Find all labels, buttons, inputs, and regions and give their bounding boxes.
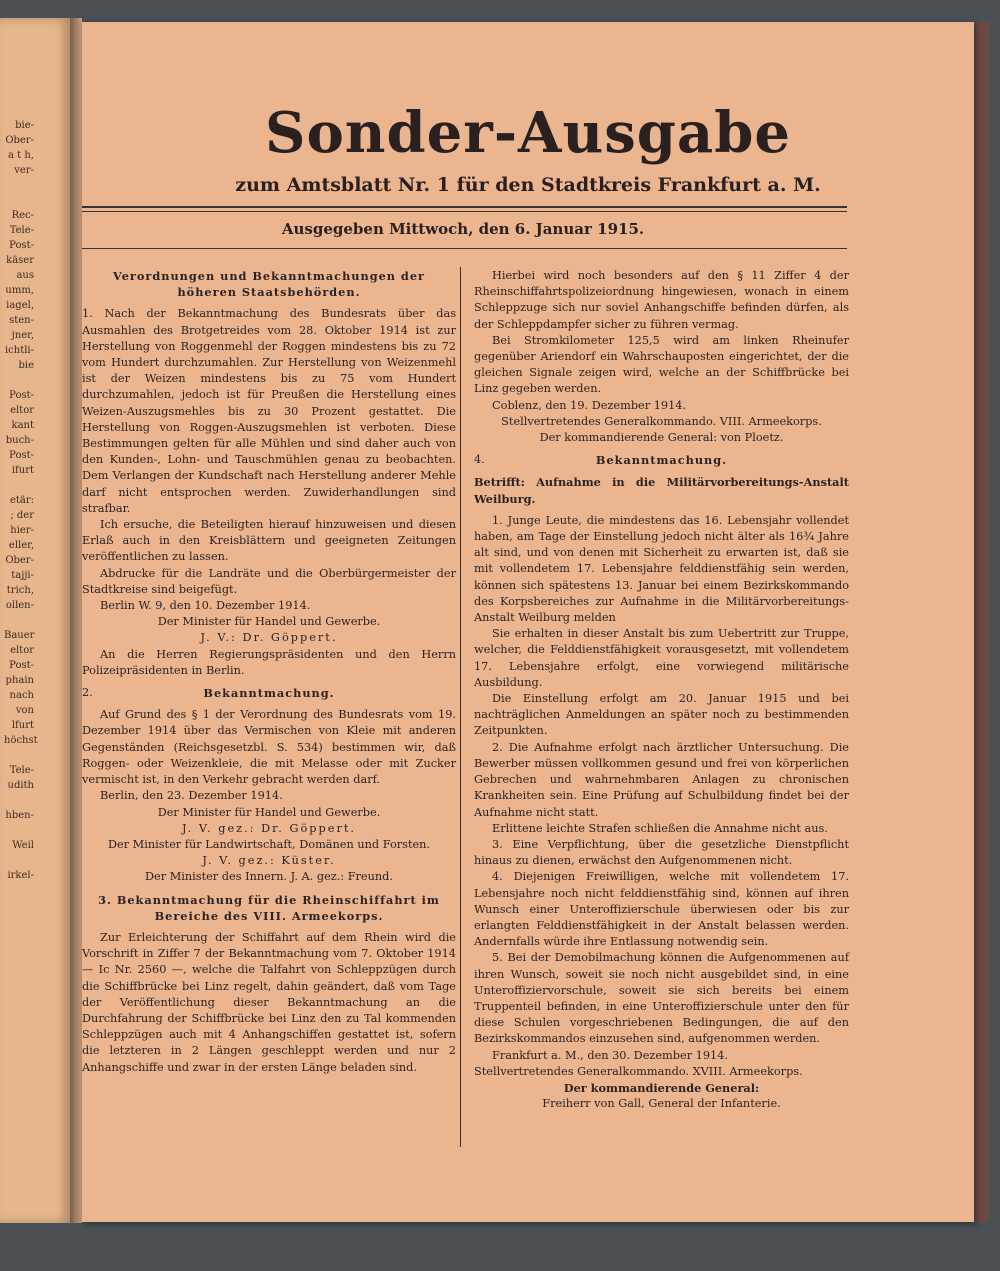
signature: J. V.: Dr. Göppert. — [200, 631, 338, 645]
paragraph: 2. Die Aufnahme erfolgt nach ärztlicher Untersuchung. Die Bewerber müssen vollkommen gesund und frei von körperlichen Gebrechen und wahrnehmbaren Anlagen zu chronischen Krankheiten sein. Eine Prüfung auf Schulbildung findet bei der Aufnahme nicht statt. — [474, 740, 849, 819]
paragraph: Bei Stromkilometer 125,5 wird am linken Rheinufer gegenüber Ariendorf ein Wahrschauposten eingerichtet, der die gleichen Signale zeigen wird, welche an der Schiffbrücke bei Linz gegeben werden. — [474, 333, 849, 396]
column-divider — [460, 267, 461, 1147]
margin-fragment: eller, — [8, 540, 34, 551]
paragraph: Erlittene leichte Strafen schließen die Annahme nicht aus. — [492, 821, 828, 835]
section-number-text: 4. — [474, 453, 485, 467]
margin-fragment: ollen- — [5, 600, 34, 611]
margin-fragment: eltor — [10, 645, 34, 656]
paragraph: 3. Eine Verpflichtung, über die gesetzliche Dienstpflicht hinaus zu dienen, erwächst den Aufgenommenen nicht. — [474, 837, 849, 868]
margin-fragment: Ober- — [5, 135, 34, 146]
margin-fragment: lfurt — [11, 720, 34, 731]
subject-line: Betrifft: Aufnahme in die Militärvorbereitungs-Anstalt Weilburg. — [474, 475, 849, 506]
margin-fragment: hier- — [10, 525, 34, 536]
margin-fragment: iagel, — [6, 300, 34, 311]
signature: J. V. gez.: Küster. — [202, 854, 336, 868]
section-heading: Bekanntmachung. — [595, 453, 728, 468]
masthead-rule — [82, 206, 847, 212]
section-number — [82, 685, 456, 701]
margin-fragment — [4, 853, 34, 868]
margin-fragment: bie- — [15, 120, 34, 131]
margin-fragment: ifurt — [11, 465, 34, 476]
margin-fragment: Bauer — [4, 630, 35, 641]
margin-fragment: buch- — [5, 435, 34, 446]
margin-fragment: käser — [6, 255, 34, 266]
paragraph: Zur Erleichterung der Schiffahrt auf dem Rhein wird die Vorschrift in Ziffer 7 der Bekanntmachung vom 7. Oktober 1914 — Ic Nr. 2560 —, welche die Talfahrt von Schleppzügen durch die Schiffbrücke bei Linz regelt, dahin geändert, daß vom Tage der Veröffentlichung dieser Bekanntmachung an die Durchfahrung der Schiffbrücke bei Linz den zu Tal kommenden Schleppzügen auch mit 4 Anhangschiffen gestattet ist, sofern die letzteren in 2 Längen geschleppt werden und nur 2 Anhangschiffe und zwar in der ersten Länge beladen sind. — [82, 930, 456, 1074]
section-heading: 3. Bekanntmachung für die Rheinschiffahrt im Bereiche des VIII. Armeekorps. — [98, 892, 440, 923]
signature: Der Minister für Handel und Gewerbe. — [157, 805, 381, 819]
paragraph: Sie erhalten in dieser Anstalt bis zum Uebertritt zur Truppe, welcher, die Felddienstfähigkeit vorausgesetzt, mit vollendetem 17. Lebensjahre erfolgt, eine vorwiegend militärische Ausbildung. — [474, 627, 849, 689]
masthead-subtitle: zum Amtsblatt Nr. 1 für den Stadtkreis Frankfurt a. M. — [235, 174, 821, 196]
margin-fragment: aus — [16, 270, 34, 281]
signature: Der Minister für Landwirtschaft, Domänen und Forsten. — [107, 837, 431, 851]
margin-fragment: Post- — [9, 240, 34, 251]
margin-fragment: Weil — [12, 840, 34, 851]
paragraph: 4. Diejenigen Freiwilligen, welche mit vollendetem 17. Lebensjahre noch nicht felddienstfähig sind, können auf ihren Wunsch einer Unteroffizierschule überwiesen oder bis zur erlangten Felddienstfähigkeit in der Anstalt belassen werden. Andernfalls würde ihre Entlassung notwendig sein. — [474, 870, 849, 949]
section-heading: Verordnungen und Bekanntmachungen der höheren Staatsbehörden. — [113, 269, 425, 300]
place-date: Coblenz, den 19. Dezember 1914. — [492, 398, 687, 412]
paragraph: Abdrucke für die Landräte und die Oberbürgermeister der Stadtkreise sind beigefügt. — [82, 566, 456, 596]
place-date: Frankfurt a. M., den 30. Dezember 1914. — [492, 1048, 729, 1062]
paragraph: Ich ersuche, die Beteiligten hierauf hinzuweisen und diesen Erlaß auch in den Kreisblättern und geeigneten Zeitungen veröffentlichen zu lassen. — [82, 518, 456, 564]
margin-fragment: eltor — [10, 405, 34, 416]
place-date: Berlin W. 9, den 10. Dezember 1914. — [100, 599, 311, 613]
issue-date: Ausgegeben Mittwoch, den 6. Januar 1915. — [281, 220, 645, 238]
margin-fragment — [4, 373, 34, 388]
paragraph: Hierbei wird noch besonders auf den § 11 Ziffer 4 der Rheinschiffahrtspolizeiordnung hingewiesen, wonach in einem Schleppzuge sich nur soviel Anhangschiffe befinden dürfen, als der Schleppdampfer sicher zu führen vermag. — [474, 269, 849, 331]
margin-fragment: ver- — [14, 165, 34, 176]
signature: Der Minister für Handel und Gewerbe. — [157, 615, 381, 629]
facing-page-edge — [0, 18, 73, 1223]
paragraph: Die Einstellung erfolgt am 20. Januar 1915 und bei nachträglichen Anmeldungen an später noch zu bestimmenden Zeitpunkten. — [474, 692, 849, 738]
paragraph: Auf Grund des § 1 der Verordnung des Bundesrats vom 19. Dezember 1914 über das Vermischen von Kleie mit anderen Gegenständen (Reichsgesetzbl. S. 534) bestimmen wir, daß Roggen- oder Weizenkleie, die mit Melasse oder mit Zucker vermischt ist, in den Verkehr gebracht werden darf. — [82, 708, 456, 787]
margin-fragment: hben- — [5, 810, 34, 821]
section-heading: Bekanntmachung. — [203, 686, 335, 701]
signature: Freiherr von Gall, General der Infanterie. — [542, 1097, 781, 1111]
left-column — [82, 268, 456, 1076]
right-column — [474, 268, 849, 1112]
paragraph: 1. Nach der Bekanntmachung des Bundesrats über das Ausmahlen des Brotgetreides vom 28. Oktober 1914 ist zur Herstellung von Roggenmehl der Roggen mindestens bis zu 72 vom Hundert durchzumahlen. Zur Herstellung von Weizenmehl ist der Weizen mindestens bis zu 75 vom Hundert durchzumahlen, jedoch ist für Preußen die Herstellung eines Weizen-Auszugsmehles bis zu 30 Prozent gestattet. Die Herstellung von Roggen-Auszugsmehlen ist verboten. Diese Bestimmungen gelten für alle Mühlen und sind daher auch von den Kunden-, Lohn- und Tauschmühlen genau zu beobachten. Dem Verlangen der Kundschaft nach Herstellung anderer Mehle darf nicht entsprochen werden. Zuwiderhandlungen sind strafbar. — [82, 307, 456, 515]
margin-fragment: jner, — [11, 330, 34, 341]
margin-fragment — [4, 193, 34, 208]
margin-fragment — [4, 178, 34, 193]
paragraph: 1. Junge Leute, die mindestens das 16. Lebensjahr vollendet haben, am Tage der Einstellung jedoch nicht älter als 16¾ Jahre alt sind, und von denen mit Sicherheit zu erwarten ist, daß sie mit vollendetem 17. Lebensjahre felddienstfähig sein werden, können sich spätestens 13. Januar bei einem Bezirkskommando des Korpsbereiches zur Aufnahme in die Militärvorbereitungs-Anstalt Weilburg melden — [474, 513, 849, 625]
margin-fragment: kant — [11, 420, 34, 431]
margin-fragment: höchst — [4, 735, 38, 746]
paragraph: 5. Bei der Demobilmachung können die Aufgenommenen auf ihren Wunsch, soweit sie noch nicht ausgebildet sind, in eine Unteroffiziervorschule, soweit sie sich bereits bei einem Truppenteil befinden, in eine Unteroffizierschule unter den für diese Schulen vorgeschriebenen Bedingungen, die auf den Bezirkskommandos einzusehen sind, aufgenommen werden. — [474, 951, 849, 1046]
section-number — [474, 452, 849, 468]
margin-fragment: ichtli- — [4, 345, 34, 356]
margin-fragment: phain — [5, 675, 34, 686]
margin-fragment — [4, 823, 34, 838]
margin-fragment: sten- — [9, 315, 34, 326]
margin-fragment: udith — [7, 780, 34, 791]
margin-fragment: Rec- — [11, 210, 34, 221]
margin-fragment: bie — [18, 360, 34, 371]
masthead-title: Sonder-Ausgabe — [265, 100, 791, 166]
margin-fragment: ; der — [10, 510, 34, 521]
margin-fragment: Ober- — [5, 555, 34, 566]
margin-fragment — [4, 613, 34, 628]
signature: J. V. gez.: Dr. Göppert. — [182, 821, 356, 835]
margin-fragment: etär: — [9, 495, 34, 506]
facing-page-text-fragments — [4, 118, 38, 883]
signature: Der kommandierende General: von Ploetz. — [539, 431, 784, 445]
signature: Stellvertretendes Generalkommando. VIII. Armeekorps. — [501, 414, 822, 428]
margin-fragment: Post- — [9, 660, 34, 671]
margin-fragment: von — [15, 705, 34, 716]
signature: Der Minister des Innern. J. A. gez.: Freund. — [144, 870, 393, 884]
margin-fragment: nach — [9, 690, 34, 701]
margin-fragment: Post- — [9, 390, 34, 401]
margin-fragment: trich, — [6, 585, 34, 596]
margin-fragment: umm, — [5, 285, 34, 296]
book-cover-edge — [975, 22, 989, 1222]
book-spine — [70, 18, 82, 1223]
margin-fragment — [4, 478, 34, 493]
section-number-text: 2. — [82, 686, 93, 700]
document-page — [82, 22, 974, 1222]
margin-fragment — [4, 748, 34, 763]
header-rule — [82, 248, 847, 249]
signature: Stellvertretendes Generalkommando. XVIII. Armeekorps. — [474, 1064, 803, 1078]
margin-fragment: Tele- — [9, 225, 34, 236]
margin-fragment: a t h, — [8, 150, 34, 161]
signature: Der kommandierende General: — [563, 1080, 760, 1095]
addressee: An die Herren Regierungspräsidenten und den Herrn Polizeipräsidenten in Berlin. — [82, 647, 456, 677]
margin-fragment: Post- — [9, 450, 34, 461]
margin-fragment: irkel- — [7, 870, 34, 881]
margin-fragment: tajji- — [11, 570, 34, 581]
margin-fragment: Tele- — [9, 765, 34, 776]
place-date: Berlin, den 23. Dezember 1914. — [100, 789, 283, 803]
margin-fragment — [4, 793, 34, 808]
